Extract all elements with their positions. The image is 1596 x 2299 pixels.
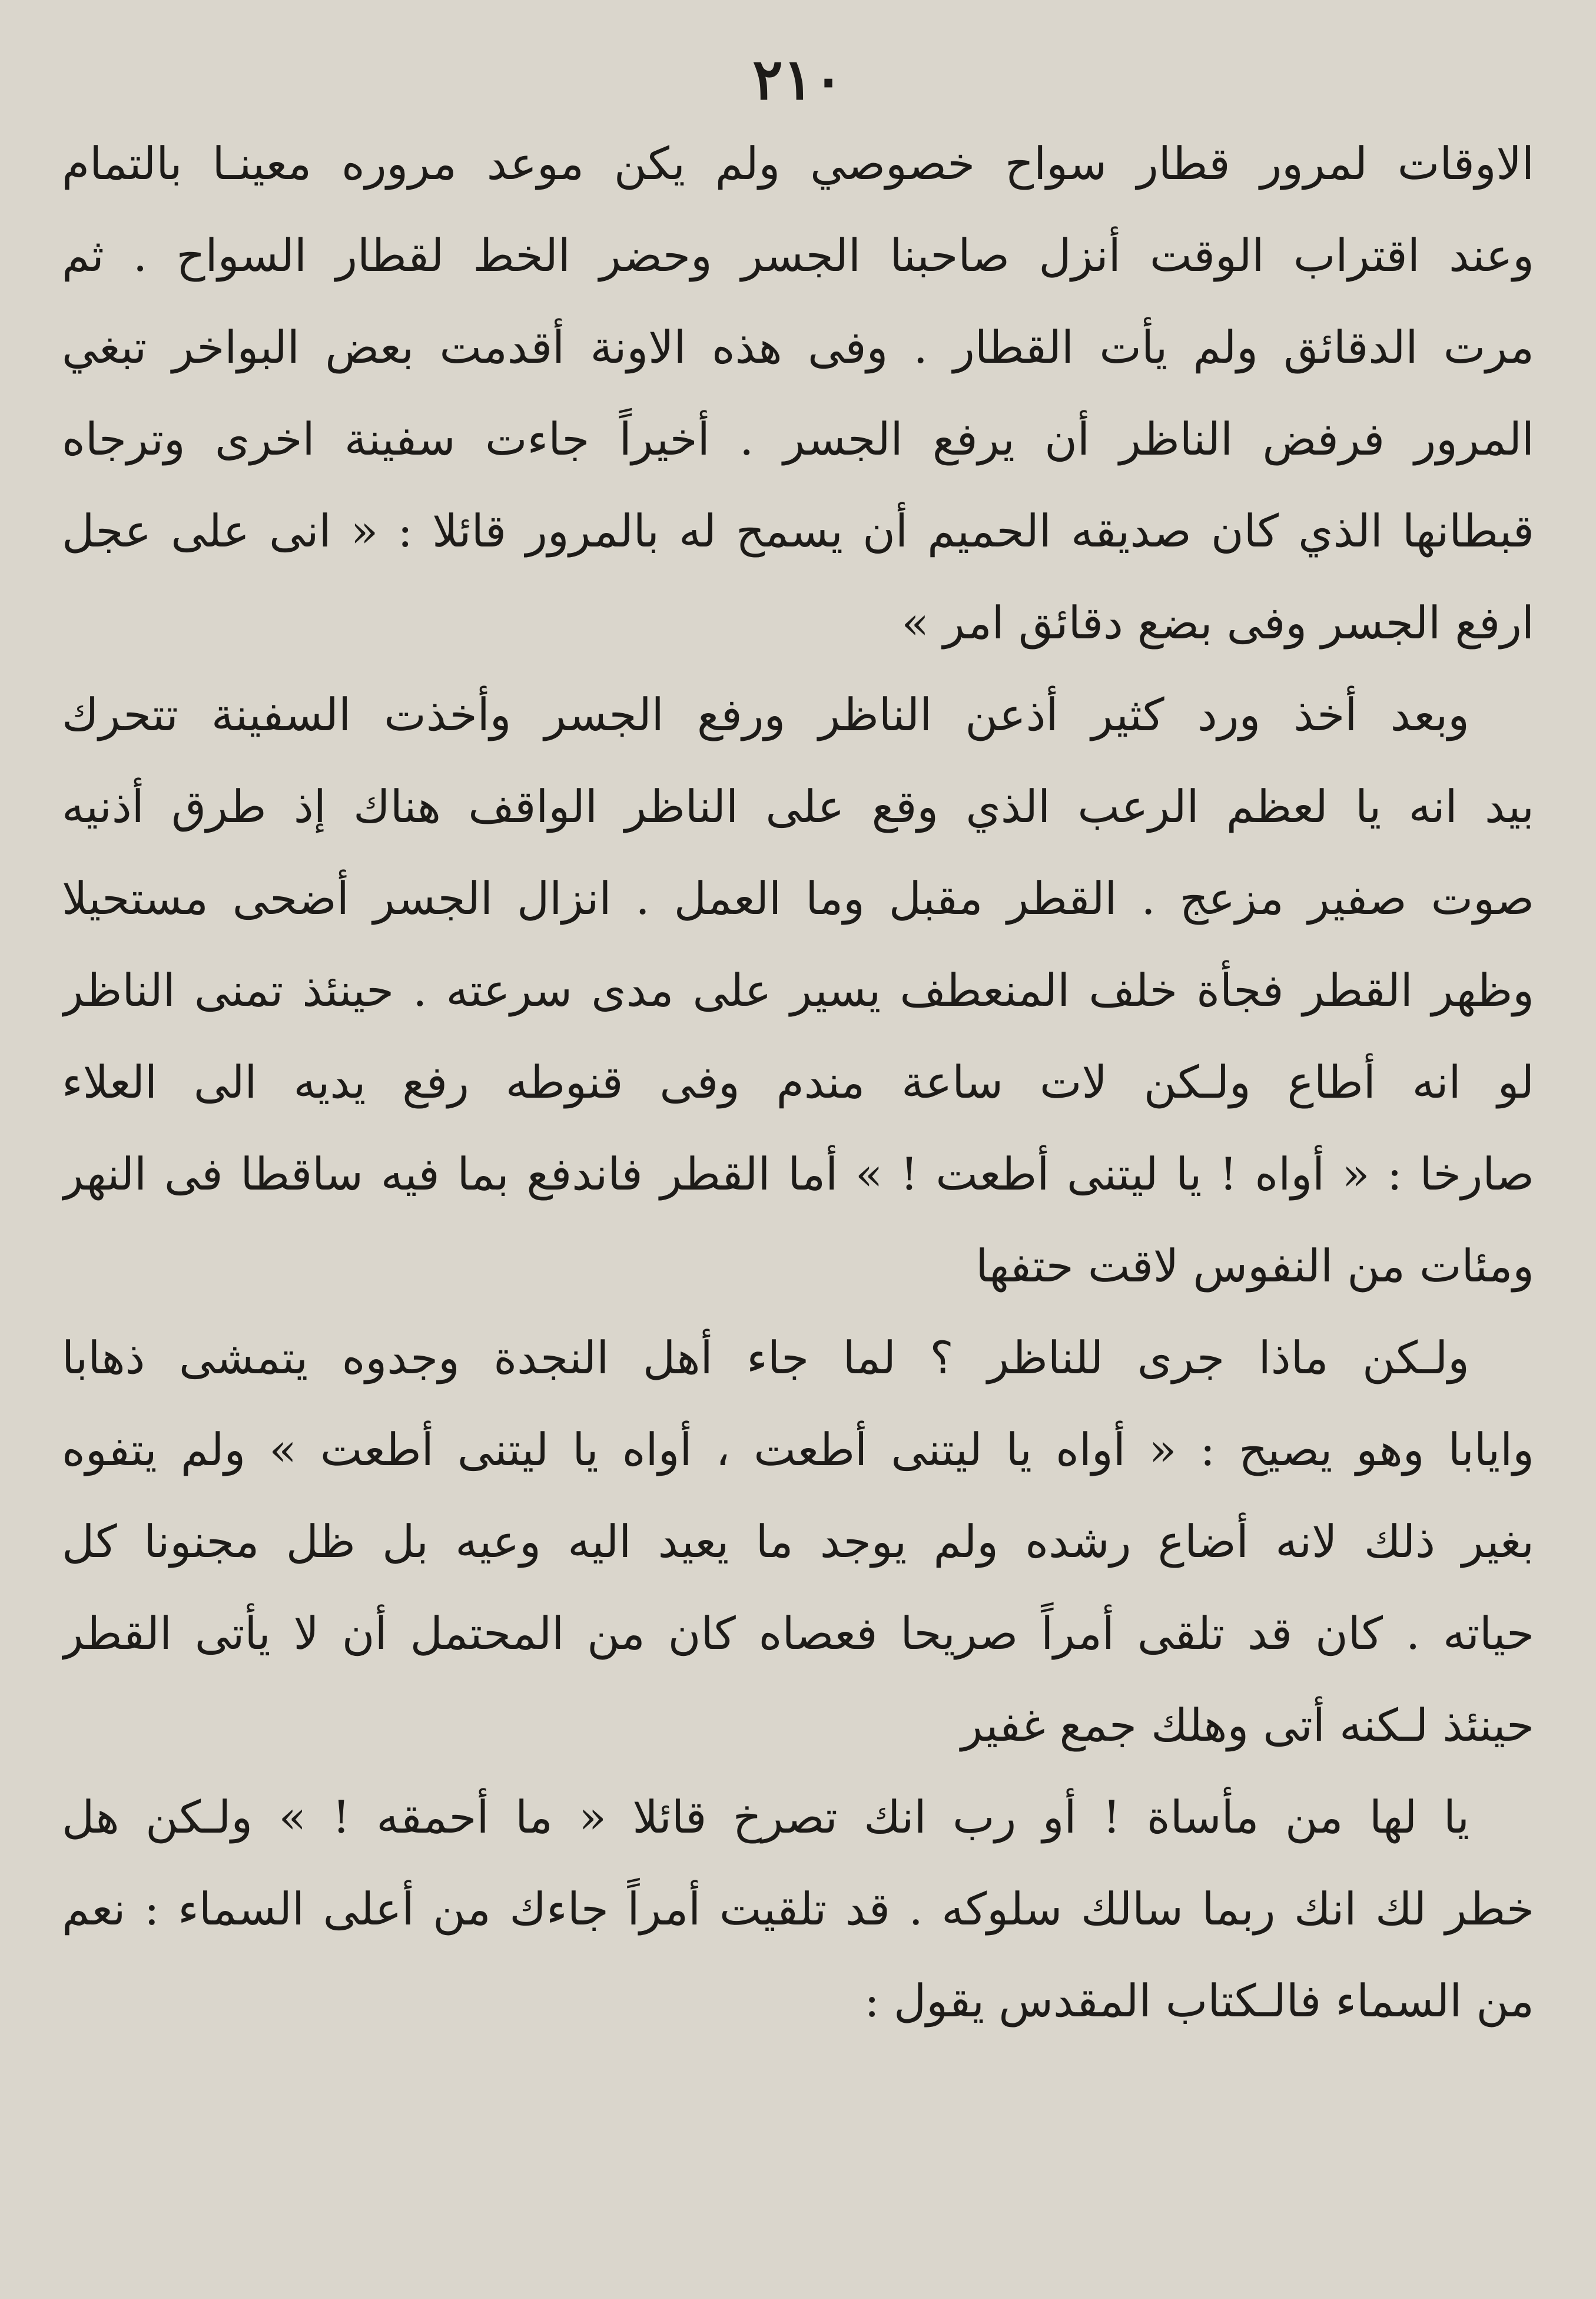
text-line: حينئذ لـكنه أتى وهلك جمع غفير (961, 1699, 1534, 1751)
text-line: ارفع الجسر وفى بضع دقائق امر » (901, 597, 1534, 649)
text-line: ومئات من النفوس لاقت حتفها (975, 1240, 1534, 1292)
text-line: خطر لك انك ربما سالك سلوكه . قد تلقيت أمراً جاءك من أعلى السماء : نعم (62, 1883, 1534, 1935)
body-text (62, 118, 1534, 2047)
text-line: حياته . كان قد تلقى أمراً صريحا فعصاه كان من المحتمل أن لا يأتى القطر (62, 1607, 1534, 1659)
text-line: صارخا : « أواه ! يا ليتنى أطعت ! » أما القطر فاندفع بما فيه ساقطا فى النهر (62, 1148, 1534, 1200)
text-line: ولـكن ماذا جرى للناظر ؟ لما جاء أهل النجدة وجدوه يتمشى ذهابا (62, 1331, 1469, 1384)
text-line: بيد انه يا لعظم الرعب الذي وقع على الناظر الواقف هناك إذ طرق أذنيه (62, 780, 1534, 833)
text-line: الاوقات لمرور قطار سواح خصوصي ولم يكن موعد مروره معينـا بالتمام (62, 137, 1534, 190)
text-line: قبطانها الذي كان صديقه الحميم أن يسمح له بالمرور قائلا : « انى على عجل (62, 505, 1534, 557)
text-line: بغير ذلك لانه أضاع رشده ولم يوجد ما يعيد اليه وعيه بل ظل مجنونا كل (62, 1515, 1534, 1568)
text-line: مرت الدقائق ولم يأت القطار . وفى هذه الاونة أقدمت بعض البواخر تبغي (62, 321, 1534, 373)
text-line: لو انه أطاع ولـكن لات ساعة مندم وفى قنوطه رفع يديه الى العلاء (62, 1056, 1534, 1108)
text-line: يا لها من مأساة ! أو رب انك تصرخ قائلا « ما أحمقه ! » ولـكن هل (62, 1791, 1469, 1843)
text-line: وبعد أخذ ورد كثير أذعن الناظر ورفع الجسر وأخذت السفينة تتحرك (62, 688, 1469, 741)
text-line: المرور فرفض الناظر أن يرفع الجسر . أخيراً جاءت سفينة اخرى وترجاه (62, 413, 1534, 465)
text-line: صوت صفير مزعج . القطر مقبل وما العمل . انزال الجسر أضحى مستحيلا (62, 872, 1534, 925)
text-line: وايابا وهو يصيح : « أواه يا ليتنى أطعت ، أواه يا ليتنى أطعت » ولم يتفوه (62, 1423, 1534, 1476)
text-line: وظهر القطر فجأة خلف المنعطف يسير على مدى سرعته . حينئذ تمنى الناظر (62, 964, 1534, 1016)
page-number: ٢١٠ (752, 46, 844, 112)
text-line: من السماء فالـكتاب المقدس يقول : (864, 1975, 1534, 2027)
text-line: وعند اقتراب الوقت أنزل صاحبنا الجسر وحضر الخط لقطار السواح . ثم (62, 229, 1534, 281)
